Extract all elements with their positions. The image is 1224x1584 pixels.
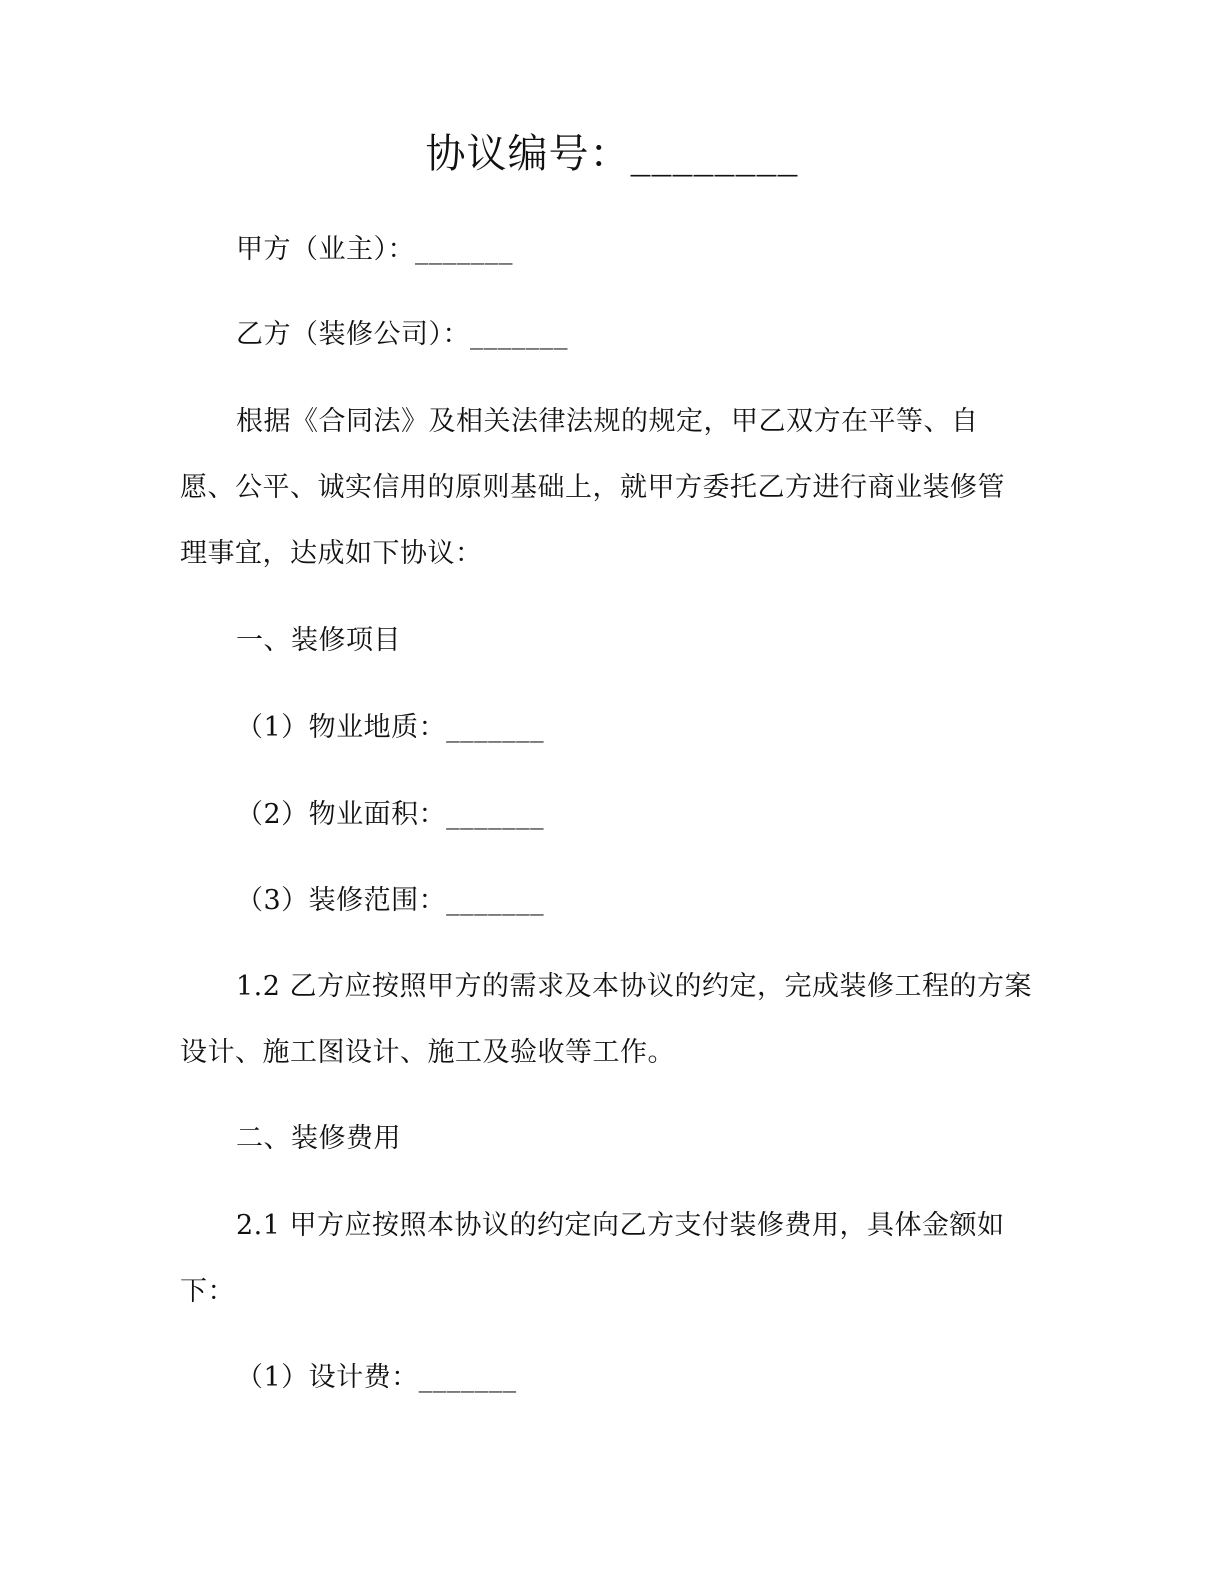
agreement-number-title: 协议编号：________ [425, 131, 799, 177]
item-renovation-scope: （3）装修范围：_______ [236, 885, 545, 916]
clause-1-2-line-2: 设计、施工图设计、施工及验收等工作。 [180, 1037, 675, 1068]
section-1-heading: 一、装修项目 [236, 625, 401, 656]
intro-paragraph-line-2: 愿、公平、诚实信用的原则基础上，就甲方委托乙方进行商业装修管 [180, 472, 1005, 503]
item-property-quality: （1）物业地质：_______ [236, 712, 545, 743]
clause-2-1-line-1: 2.1 甲方应按照本协议的约定向乙方支付装修费用，具体金额如 [236, 1210, 1005, 1241]
party-b-line: 乙方（装修公司）：_______ [236, 319, 568, 350]
section-2-heading: 二、装修费用 [236, 1123, 401, 1154]
intro-paragraph-line-1: 根据《合同法》及相关法律法规的规定，甲乙双方在平等、自 [236, 406, 979, 437]
clause-2-1-line-2: 下： [180, 1276, 235, 1307]
clause-1-2-line-1: 1.2 乙方应按照甲方的需求及本协议的约定，完成装修工程的方案 [236, 971, 1033, 1002]
intro-paragraph-line-3: 理事宜，达成如下协议： [180, 538, 483, 569]
party-a-line: 甲方（业主）：_______ [236, 234, 513, 265]
fee-design: （1）设计费：_______ [236, 1362, 517, 1393]
item-property-area: （2）物业面积：_______ [236, 799, 545, 830]
